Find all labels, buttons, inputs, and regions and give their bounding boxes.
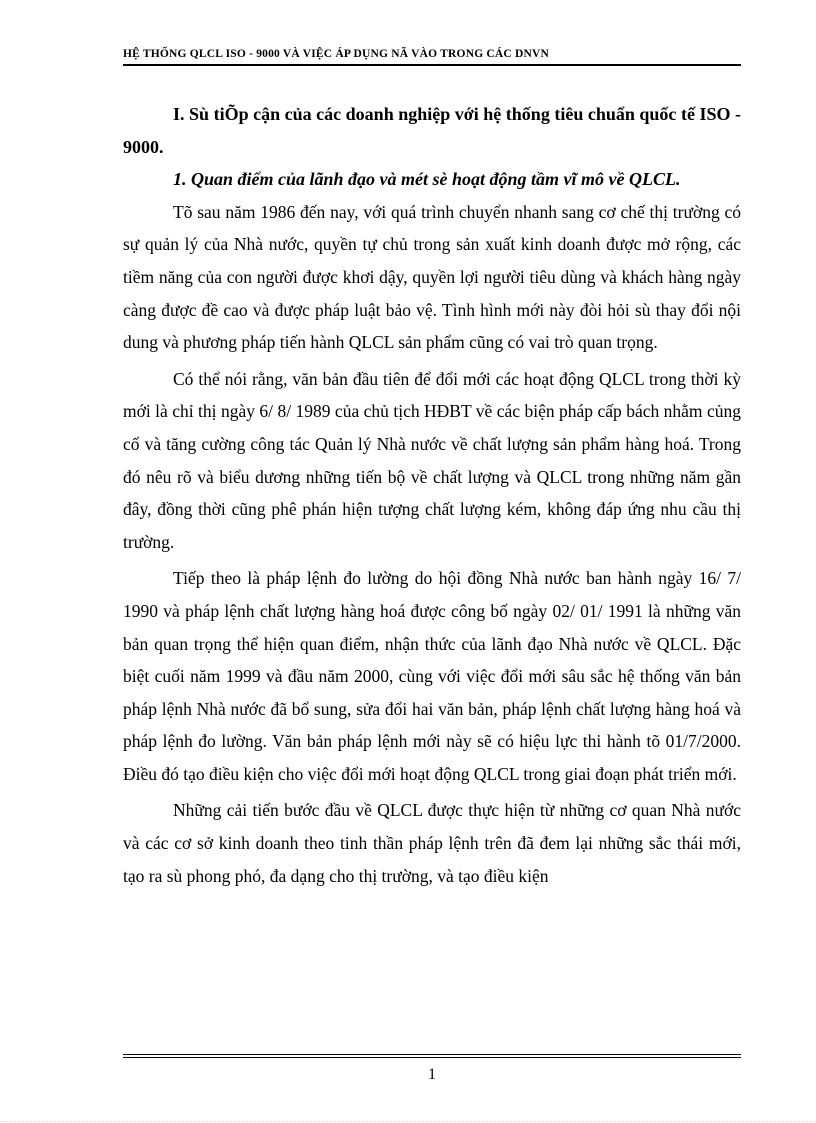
paragraph-3: Tiếp theo là pháp lệnh đo lường do hội đồng Nhà nước ban hành ngày 16/ 7/ 1990 và pháp lệnh chất lượng hàng hoá được công bố ngày 02/ 01/ 1991 là những văn bản quan trọng thể hiện quan điểm, nhận thức của lãnh đạo Nhà nước về QLCL. Đặc biệt cuối năm 1999 và đầu năm 2000, cùng với việc đổi mới sâu sắc hệ thống văn bản pháp lệnh Nhà nước đã bổ sung, sửa đổi hai văn bản, pháp lệnh chất lượng hàng hoá và pháp lệnh đo lường. Văn bản pháp lệnh mới này sẽ có hiệu lực thi hành tõ 01/7/2000. Điều đó tạo điều kiện cho việc đổi mới hoạt động QLCL trong giai đoạn phát triển mới. [123,568,741,784]
running-header: HỆ THỐNG QLCL ISO - 9000 VÀ VIỆC ÁP DỤNG NÃ VÀO TRONG CÁC DNVN [123,48,550,60]
subsection-heading: 1. Quan điểm của lãnh đạo và mét sè hoạt động tầm vĩ mô về QLCL. [173,169,681,190]
paragraph-2: Có thể nói rằng, văn bản đầu tiên để đổi mới các hoạt động QLCL trong thời kỳ mới là chỉ thị ngày 6/ 8/ 1989 của chủ tịch HĐBT về các biện pháp cấp bách nhằm củng cố và tăng cường công tác Quản lý Nhà nước về chất lượng sản phẩm hàng hoá. Trong đó nêu rõ và biểu dương những tiến bộ về chất lượng và QLCL trong những năm gần đây, đồng thời cũng phê phán hiện tượng chất lượng kém, không đáp ứng nhu cầu thị trường. [123,368,741,552]
document-body [123,98,741,896]
paragraph-1: Tõ sau năm 1986 đến nay, với quá trình chuyển nhanh sang cơ chế thị trường có sự quản lý của Nhà nước, quyền tự chủ trong sản xuất kinh doanh được mở rộng, các tiềm năng của con người được khơi dậy, quyền lợi người tiêu dùng và khách hàng ngày càng được đề cao và được pháp luật bảo vệ. Tình hình mới này đòi hỏi sù thay đổi nội dung và phương pháp tiến hành QLCL sản phẩm cũng có vai trò quan trọng. [123,201,741,353]
paragraph-4: Những cải tiến bước đầu về QLCL được thực hiện từ những cơ quan Nhà nước và các cơ sở kinh doanh theo tinh thần pháp lệnh trên đã đem lại những sắc thái mới, tạo ra sù phong phó, đa dạng cho thị trường, và tạo điều kiện [123,800,741,886]
section-heading: I. Sù tiÕp cận của các doanh nghiệp với hệ thống tiêu chuẩn quốc tế ISO - 9000. [123,104,741,157]
page-number: 1 [428,1066,436,1083]
footer-rule [123,1054,741,1058]
header-rule [123,64,741,66]
page-edge-divider [0,1121,816,1122]
